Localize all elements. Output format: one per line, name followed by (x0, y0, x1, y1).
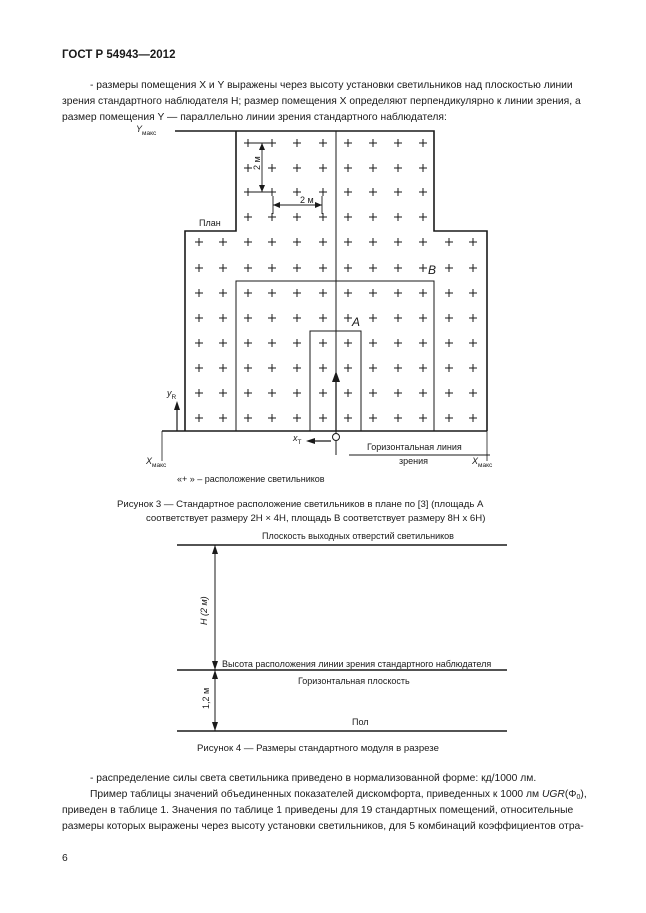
luminaire-mark (394, 389, 402, 397)
luminaire-mark (219, 414, 227, 422)
luminaire-mark (419, 139, 427, 147)
luminaire-mark (445, 238, 453, 246)
figure-4-caption: Рисунок 4 — Размеры стандартного модуля в разрезе (197, 743, 439, 754)
luminaire-mark (244, 389, 252, 397)
luminaire-mark (293, 289, 301, 297)
luminaire-mark (369, 389, 377, 397)
figure-3-caption-1: Рисунок 3 — Стандартное расположение светильников в плане по [3] (площадь A (117, 499, 484, 510)
luminaire-mark (419, 188, 427, 196)
luminaire-mark (268, 364, 276, 372)
luminaire-mark (244, 314, 252, 322)
luminaire-mark (344, 188, 352, 196)
luminaire-mark (469, 364, 477, 372)
luminaire-mark (293, 339, 301, 347)
luminaire-mark (293, 264, 301, 272)
luminaire-mark (268, 414, 276, 422)
luminaire-mark (394, 339, 402, 347)
label-area-a: A (352, 315, 361, 329)
label-plan: План (199, 218, 221, 228)
sight-height-label: Высота расположения линии зрения стандартного наблюдателя (222, 659, 492, 669)
body-line-2: Пример таблицы значений объединенных показателей дискомфорта, приведенных к 1000 лм UGR(Φ0), (90, 789, 587, 801)
luminaire-mark (195, 314, 203, 322)
luminaire-mark (219, 264, 227, 272)
luminaire-mark (268, 238, 276, 246)
luminaire-mark (445, 364, 453, 372)
area-b (236, 281, 434, 431)
luminaire-mark (344, 289, 352, 297)
luminaire-mark (293, 414, 301, 422)
luminaire-mark (319, 264, 327, 272)
luminaire-mark (268, 213, 276, 221)
luminaire-mark (369, 314, 377, 322)
luminaire-mark (195, 238, 203, 246)
label-ymax: $Y_{макс}$ (136, 124, 157, 137)
luminaire-mark (344, 339, 352, 347)
label-area-b: B (428, 263, 437, 277)
luminaire-mark (394, 364, 402, 372)
luminaire-mark (394, 264, 402, 272)
intro-line-1: - размеры помещения X и Y выражены через высоту установки светильников над плоскостью линии (90, 80, 573, 91)
luminaire-mark (369, 188, 377, 196)
luminaire-mark (293, 364, 301, 372)
luminaire-mark (268, 339, 276, 347)
luminaire-mark (369, 164, 377, 172)
luminaire-mark (419, 238, 427, 246)
luminaire-mark (369, 364, 377, 372)
luminaire-mark (394, 414, 402, 422)
luminaire-mark (219, 289, 227, 297)
luminaire-mark (369, 238, 377, 246)
luminaire-mark (419, 164, 427, 172)
luminaire-mark (244, 364, 252, 372)
luminaire-mark (369, 213, 377, 221)
luminaire-mark (319, 314, 327, 322)
luminaire-mark (369, 414, 377, 422)
luminaire-mark (419, 389, 427, 397)
body-line-3: приведен в таблице 1. Значения по таблице 1 приведены для 19 стандартных помещений, относительные (62, 805, 574, 816)
luminaire-mark (419, 213, 427, 221)
intro-line-2: зрения стандартного наблюдателя H; размер помещения X определяют перпендикулярно к линии зрения, а (62, 96, 581, 107)
luminaire-mark (394, 289, 402, 297)
luminaire-mark (195, 414, 203, 422)
body-line-4: размеры которых выражены через высоту установки светильников, для 5 комбинаций коэффициентов отра- (62, 821, 584, 832)
luminaire-mark (394, 139, 402, 147)
luminaire-mark (394, 238, 402, 246)
luminaire-mark (244, 264, 252, 272)
luminaire-mark (445, 414, 453, 422)
luminaire-mark (293, 238, 301, 246)
luminaire-mark (268, 314, 276, 322)
luminaire-mark (219, 314, 227, 322)
luminaire-mark (419, 289, 427, 297)
figure-3-caption-2: соответствует размеру 2H × 4H, площадь B соответствует размеру 8H x 6H) (146, 513, 486, 524)
luminaire-mark (445, 264, 453, 272)
luminaire-mark (344, 213, 352, 221)
luminaire-mark (219, 364, 227, 372)
luminaire-mark (319, 364, 327, 372)
label-2m-vertical: 2 м (252, 156, 262, 170)
luminaire-mark (293, 314, 301, 322)
body-line-1: - распределение силы света светильника приведено в нормализованной форме: кд/1000 лм. (90, 773, 537, 784)
luminaire-mark (244, 238, 252, 246)
luminaire-mark (319, 389, 327, 397)
luminaire-mark (195, 389, 203, 397)
luminaire-mark (293, 164, 301, 172)
legend-luminaires: «+ » – расположение светильников (177, 474, 325, 484)
luminaire-mark (319, 238, 327, 246)
luminaire-mark (244, 213, 252, 221)
room-outline-left (185, 131, 236, 431)
luminaire-mark (344, 264, 352, 272)
luminaire-mark (344, 238, 352, 246)
luminaire-mark (419, 314, 427, 322)
luminaire-mark (445, 389, 453, 397)
figure-4-section (0, 520, 646, 750)
h-label: H (2 м) (199, 596, 209, 625)
luminaire-mark (369, 289, 377, 297)
floor-label: Пол (352, 717, 369, 727)
luminaire-mark (369, 139, 377, 147)
luminaire-mark (445, 314, 453, 322)
luminaire-mark (419, 414, 427, 422)
page-header: ГОСТ Р 54943—2012 (62, 49, 176, 61)
luminaire-mark (293, 213, 301, 221)
luminaire-mark (219, 389, 227, 397)
intro-line-3: размер помещения Y — параллельно линии зрения стандартного наблюдателя: (62, 112, 447, 123)
label-2m-horizontal: 2 м (300, 195, 314, 205)
luminaire-mark (445, 339, 453, 347)
luminaire-mark (195, 339, 203, 347)
luminaire-mark (293, 389, 301, 397)
luminaire-mark (394, 314, 402, 322)
top-plane-label: Плоскость выходных отверстий светильников (262, 531, 454, 541)
luminaire-mark (369, 339, 377, 347)
label-yr: $y_R$ (167, 388, 177, 401)
luminaire-mark (319, 164, 327, 172)
luminaire-mark (344, 139, 352, 147)
luminaire-mark (394, 188, 402, 196)
luminaire-mark (319, 139, 327, 147)
luminaire-mark (244, 164, 252, 172)
luminaire-mark (195, 364, 203, 372)
luminaire-mark (244, 339, 252, 347)
luminaire-mark (195, 289, 203, 297)
sightline-label-2: зрения (399, 456, 429, 466)
luminaire-mark (344, 414, 352, 422)
luminaire-mark (445, 289, 453, 297)
luminaire-mark (268, 264, 276, 272)
sightline-label-1: Горизонтальная линия (367, 442, 462, 452)
luminaire-mark (419, 264, 427, 272)
luminaire-mark (195, 264, 203, 272)
luminaire-mark (394, 213, 402, 221)
luminaire-mark (369, 264, 377, 272)
luminaire-mark (319, 188, 327, 196)
luminaire-mark (244, 414, 252, 422)
luminaire-mark (268, 389, 276, 397)
luminaire-mark (419, 364, 427, 372)
luminaire-mark (344, 314, 352, 322)
luminaire-mark (469, 414, 477, 422)
luminaire-mark (344, 164, 352, 172)
luminaire-mark (268, 289, 276, 297)
label-xmax-right: $X_{макс}$ (472, 456, 493, 469)
luminaire-mark (268, 164, 276, 172)
luminaire-mark (219, 238, 227, 246)
luminaire-mark (419, 339, 427, 347)
luminaire-mark (219, 339, 227, 347)
luminaire-mark (469, 389, 477, 397)
luminaire-mark (394, 164, 402, 172)
luminaire-mark (319, 414, 327, 422)
label-xt: $x_T$ (293, 433, 302, 446)
luminaire-mark (319, 213, 327, 221)
page-number: 6 (62, 853, 68, 864)
luminaire-mark (344, 364, 352, 372)
luminaire-mark (293, 139, 301, 147)
luminaire-mark (319, 289, 327, 297)
luminaire-mark (344, 389, 352, 397)
luminaire-mark (469, 238, 477, 246)
luminaire-mark (469, 289, 477, 297)
luminaire-mark (469, 264, 477, 272)
luminaire-mark (469, 314, 477, 322)
label-xmax-left: $X_{макс}$ (146, 456, 167, 469)
horizontal-plane-label: Горизонтальная плоскость (298, 676, 410, 686)
luminaire-mark (469, 339, 477, 347)
luminaire-mark (319, 339, 327, 347)
m12-label: 1,2 м (201, 687, 211, 709)
luminaire-mark (244, 289, 252, 297)
